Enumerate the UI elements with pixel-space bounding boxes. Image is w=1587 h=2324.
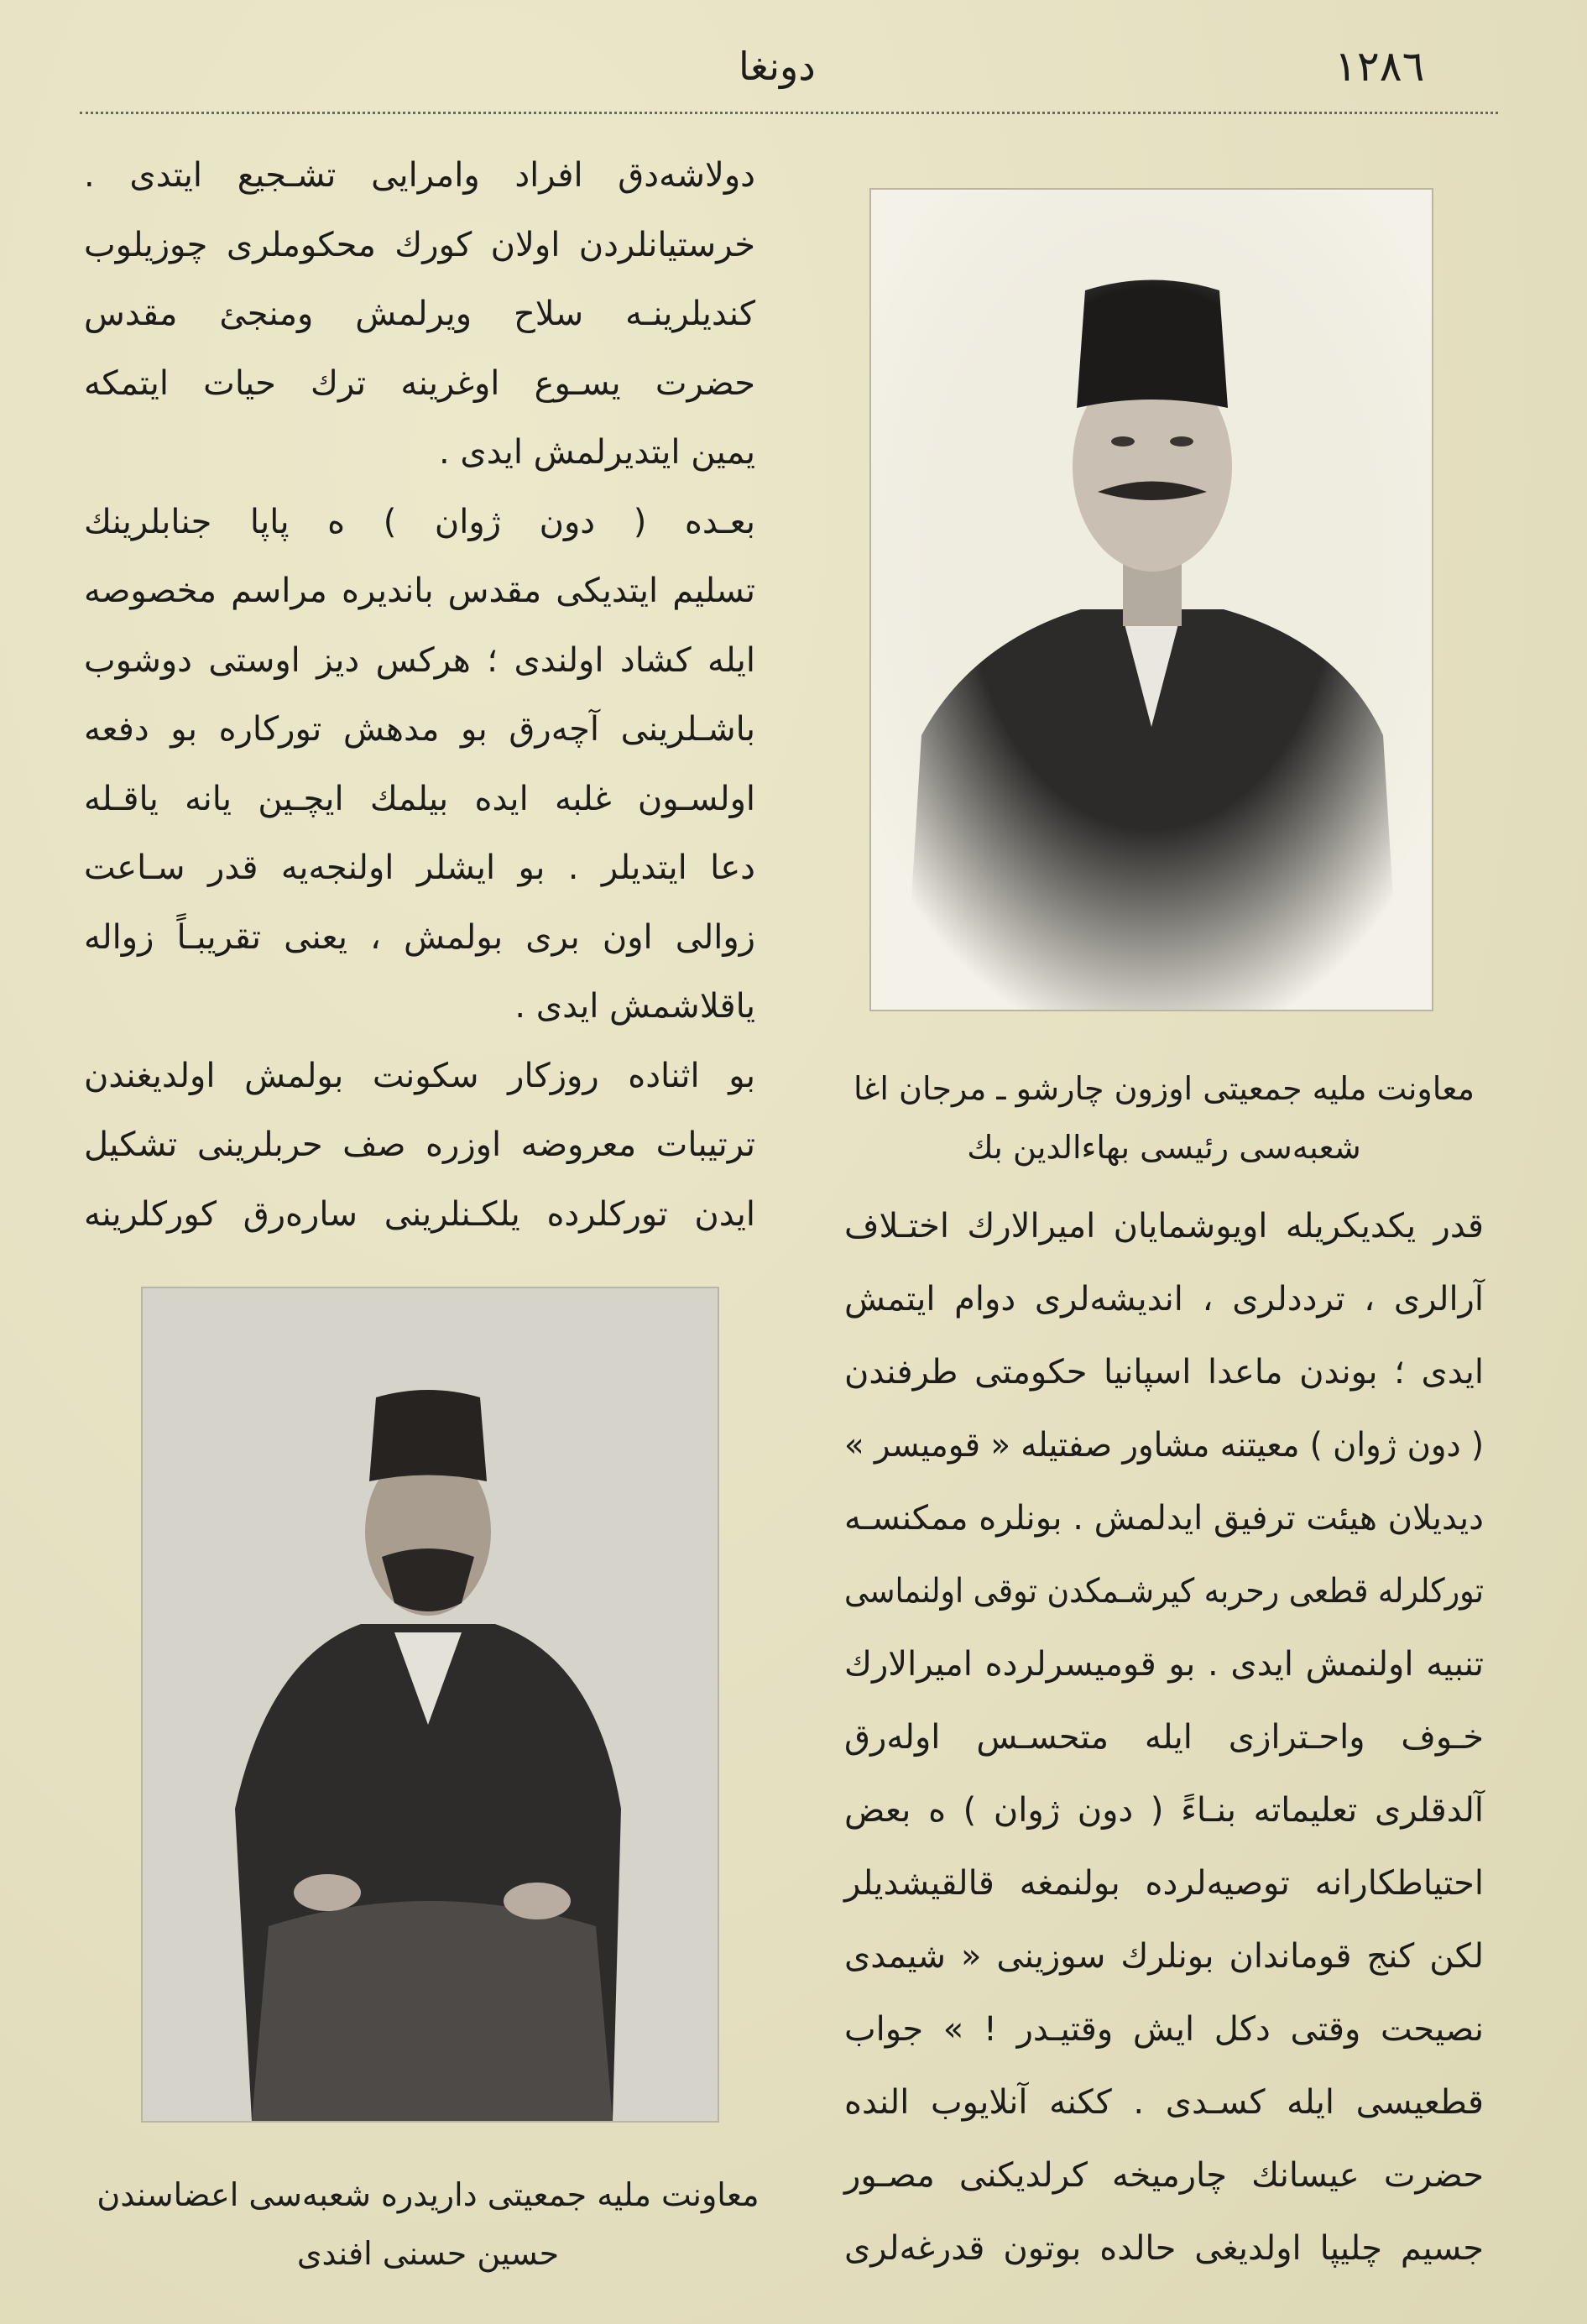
text-line: باشـلرينى آچه‌رق بو مدهش توركاره بو دفعه bbox=[84, 710, 755, 749]
page-number: ١٢٨٦ bbox=[1334, 42, 1425, 91]
text-line: ( دون ژوان ) معيتنه مشاور صفتيله « قوميسر » bbox=[844, 1426, 1484, 1465]
caption-line: معاونت مليه جمعيتى اوزون چارشو ـ مرجان اغا bbox=[853, 1070, 1475, 1107]
text-line: ايله كشاد اولندى ؛ هركس ديز اوستى دوشوب bbox=[84, 640, 755, 680]
running-title: دونغا bbox=[739, 44, 816, 89]
text-line: بعـده ( دون ژوان ) ه پاپا جنابلرينك bbox=[84, 502, 755, 541]
text-line: قطعيسى ايله كسـدى . ككنه آنلايوب النده bbox=[844, 2083, 1484, 2122]
text-line: ايدن توركلرده يلكـنلرينى ساره‌رق كوركلرينه bbox=[84, 1194, 755, 1234]
text-line: ترتيبات معروضه اوزره صف حربلرينى تشكيل bbox=[84, 1125, 755, 1164]
text-line: بو اثناده روزكار سكونت بولمش اولديغندن bbox=[84, 1056, 755, 1095]
text-line: خـوف واحـترازى ايله متحسـس اوله‌رق bbox=[844, 1718, 1484, 1757]
text-line: تسليم ايتديكى مقدس بانديره مراسم مخصوصه bbox=[84, 572, 755, 610]
text-line: توركلرله قطعى رحربه كيرشـمكدن توقى اولنماسى bbox=[843, 1572, 1484, 1611]
caption-line: حسين حسنى افندى bbox=[296, 2235, 560, 2272]
left-photo-caption bbox=[92, 2165, 764, 2283]
text-line: احتياطكارانه توصيه‌لرده بولنمغه قالقيشديلر bbox=[844, 1864, 1484, 1903]
text-line: جسيم چليپا اولديغى حالده بوتون قدرغه‌لرى bbox=[844, 2229, 1484, 2268]
caption-line: شعبه‌سى رئيسى بهاءالدين بك bbox=[967, 1129, 1361, 1166]
text-line: حضرت يسـوع اوغرينه ترك حيات ايتمكه bbox=[84, 363, 755, 403]
text-line: ايدى ؛ بوندن ماعدا اسپانيا حكومتى طرفندن bbox=[844, 1353, 1484, 1392]
text-line: آرالرى ، ترددلرى ، انديشه‌لرى دوام ايتمش bbox=[844, 1280, 1484, 1319]
text-line: ياقلاشمش ايدى . bbox=[514, 987, 755, 1026]
text-line: لكن كنج قوماندان بونلرك سوزينى « شيمدى bbox=[844, 1937, 1484, 1976]
portrait-photo-bahaeddin-bey bbox=[869, 188, 1433, 1011]
text-line: دعا ايتديلر . بو ايشلر اولنجه‌يه قدر سـاعت bbox=[84, 849, 755, 887]
text-line: تنبيه اولنمش ايدى . بو قوميسرلرده اميرالارك bbox=[844, 1645, 1484, 1684]
text-line: يمين ايتديرلمش ايدى . bbox=[438, 433, 755, 472]
text-line: نصيحت وقتى دكل ايش وقتيـدر ! » جواب bbox=[844, 2010, 1484, 2049]
right-text-column bbox=[844, 1190, 1484, 2285]
text-line: قدر يكديكريله اويوشمايان اميرالارك اختـلاف bbox=[844, 1207, 1484, 1246]
caption-line: معاونت مليه جمعيتى داريدره شعبه‌سى اعضاسندن bbox=[97, 2176, 760, 2213]
text-line: كنديلرينـه سلاح ويرلمش ومنجئ مقدس bbox=[84, 295, 755, 333]
text-line: خرستيانلردن اولان كورك محكوملرى چوزيلوب bbox=[84, 225, 755, 264]
text-line: اولسـون غلبه ايده بيلمك ايچـين يانه ياقـله bbox=[84, 779, 755, 818]
portrait-photo-husein-husni-efendi bbox=[141, 1287, 719, 2123]
text-line: حضرت عيسانك چارميخه كرلديكنى مصـور bbox=[844, 2156, 1484, 2195]
text-line: زوالى اون برى بولمش ، يعنى تقريبـاً زواله bbox=[84, 917, 755, 957]
header-divider bbox=[80, 112, 1498, 114]
text-line: آلدقلرى تعليماته بنـاءً ( دون ژوان ) ه بعض bbox=[844, 1791, 1484, 1830]
text-line: ديديلان هيئت ترفيق ايدلمش . بونلره ممكنسـه bbox=[844, 1499, 1484, 1538]
left-text-column bbox=[84, 141, 755, 1249]
right-photo-caption bbox=[844, 1059, 1484, 1177]
text-line: دولاشه‌دق افراد وامرايى تشـجيع ايتدى . bbox=[84, 156, 755, 195]
